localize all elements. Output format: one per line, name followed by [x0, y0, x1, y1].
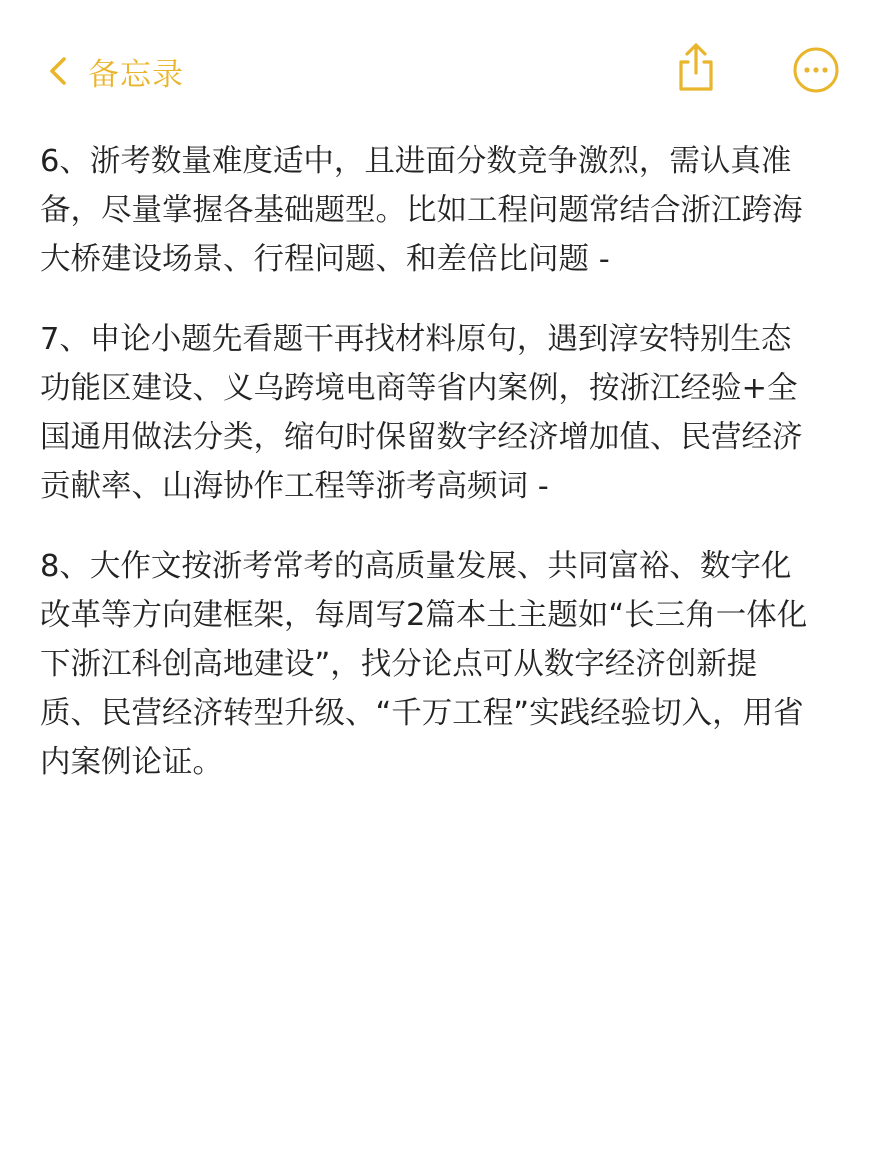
back-label: 备忘录	[88, 56, 184, 93]
note-line: 8、大作文按浙考常考的高质量发展、共同富裕、数字化	[40, 549, 792, 584]
note-line: 备，尽量掌握各基础题型。比如工程问题常结合浙江跨海	[40, 193, 803, 228]
note-line: 国通用做法分类，缩句时保留数字经济增加值、民营经济	[40, 420, 803, 455]
note-line: 大桥建设场景、行程问题、和差倍比问题 -	[40, 242, 610, 277]
note-paragraph-6	[40, 137, 840, 284]
note-body[interactable]	[40, 137, 840, 818]
note-paragraph-8	[40, 542, 840, 787]
note-line: 质、民营经济转型升级、“千万工程”实践经验切入，用省	[40, 696, 804, 731]
share-icon	[673, 42, 719, 94]
note-line: 下浙江科创高地建设”，找分论点可从数字经济创新提	[40, 647, 758, 682]
chevron-left-icon	[48, 55, 68, 87]
note-paragraph-7	[40, 315, 840, 511]
more-icon	[792, 46, 840, 94]
back-button[interactable]	[48, 48, 184, 94]
share-button[interactable]	[673, 42, 719, 94]
more-button[interactable]	[792, 46, 840, 94]
note-line: 贡献率、山海协作工程等浙考高频词 -	[40, 469, 549, 504]
note-line: 6、浙考数量难度适中，且进面分数竞争激烈，需认真准	[40, 144, 792, 179]
note-line: 改革等方向建框架，每周写2篇本土主题如“长三角一体化	[40, 598, 808, 633]
note-line: 内案例论证。	[40, 745, 223, 780]
note-line: 7、申论小题先看题干再找材料原句，遇到淳安特别生态	[40, 322, 792, 357]
navigation-bar	[0, 0, 880, 140]
note-line: 功能区建设、义乌跨境电商等省内案例，按浙江经验+全	[40, 371, 798, 406]
